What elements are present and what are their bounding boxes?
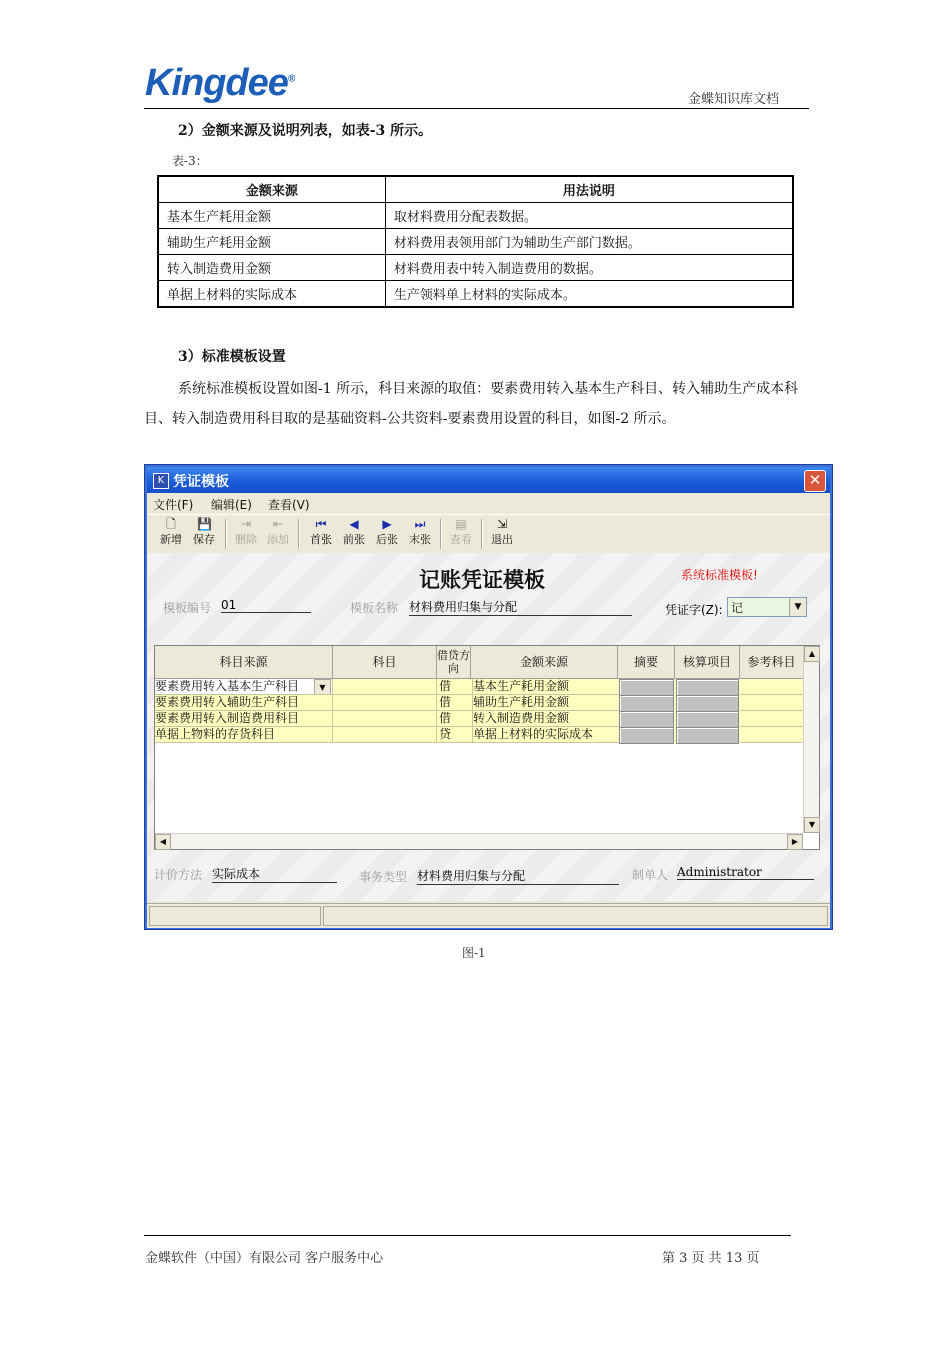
form-title: 记账凭证模板: [419, 568, 545, 592]
grid-cell[interactable]: [619, 727, 674, 744]
toolbar: [147, 514, 830, 554]
view-icon: ▤: [455, 517, 467, 531]
grid-cell[interactable]: 要素费用转入基本生产科目 ▼: [155, 679, 333, 695]
voucher-template-window: [144, 464, 833, 930]
grid-cell[interactable]: 单据上物料的存货科目: [155, 727, 333, 743]
table-cell: 取材料费用分配表数据。: [385, 203, 793, 229]
grid-cell[interactable]: [619, 711, 674, 728]
menu-file[interactable]: 文件(F): [153, 498, 194, 512]
delete-icon: ⇥: [240, 517, 252, 531]
template-name-label: 模板名称: [350, 601, 399, 615]
table-cell: 生产领料单上材料的实际成本。: [385, 281, 793, 308]
grid-cell[interactable]: [619, 679, 674, 696]
table-row: [158, 203, 793, 229]
business-type-label: 事务类型: [359, 870, 408, 884]
cost-method-label: 计价方法: [154, 868, 203, 882]
grid-cell[interactable]: [333, 711, 437, 727]
voucher-word-select[interactable]: 记 ▼: [727, 597, 807, 617]
scroll-right-icon[interactable]: ▶: [787, 834, 803, 850]
table-cell: 转入制造费用金额: [158, 255, 385, 281]
grid-cell[interactable]: [740, 727, 804, 743]
maker-label: 制单人: [632, 868, 669, 882]
footer-company: 金蝶软件（中国）有限公司 客户服务中心: [145, 1251, 384, 1266]
grid-cell[interactable]: 单据上材料的实际成本: [471, 727, 620, 743]
table-header: 用法说明: [385, 176, 793, 203]
grid-cell[interactable]: [676, 695, 739, 712]
table-cell: 单据上材料的实际成本: [158, 281, 385, 308]
grid-cell[interactable]: [676, 711, 739, 728]
statusbar: [147, 903, 830, 928]
table-cell: 材料费用表中转入制造费用的数据。: [385, 255, 793, 281]
template-name-field[interactable]: 材料费用归集与分配: [409, 598, 632, 616]
status-pane: [149, 906, 321, 926]
grid-cell[interactable]: 借: [437, 695, 473, 711]
doc-title: 金蝶知识库文档: [688, 92, 780, 107]
scroll-down-icon[interactable]: ▼: [804, 817, 820, 833]
save-button[interactable]: 💾 保存: [193, 517, 215, 546]
menu-view[interactable]: 查看(V): [268, 498, 310, 512]
window-titlebar[interactable]: [147, 467, 830, 493]
grid-header: 核算项目: [675, 646, 740, 679]
table-row[interactable]: [155, 695, 803, 711]
last-icon: ⏭: [414, 517, 426, 531]
last-button[interactable]: ⏭ 末张: [409, 517, 431, 546]
table-row: [158, 281, 793, 308]
grid-header: 金额来源: [471, 646, 618, 679]
table-row[interactable]: [155, 727, 803, 743]
add-button[interactable]: ⇤ 添加: [267, 517, 289, 546]
section3-title: 3）标准模板设置: [178, 349, 286, 365]
maker-field[interactable]: Administrator: [677, 865, 814, 880]
view-button[interactable]: ▤ 查看: [450, 517, 472, 546]
figure-caption: 图-1: [462, 946, 486, 960]
grid-header: 参考科目: [740, 646, 804, 679]
grid-cell[interactable]: [740, 711, 804, 727]
grid-cell[interactable]: 要素费用转入制造费用科目: [155, 711, 333, 727]
template-no-label: 模板编号: [163, 601, 212, 615]
table-cell: 辅助生产耗用金额: [158, 229, 385, 255]
new-icon: 🗋: [166, 517, 176, 531]
scroll-up-icon[interactable]: ▲: [804, 646, 820, 662]
toolbar-separator: [225, 519, 227, 549]
menubar: [147, 493, 830, 513]
new-button[interactable]: 🗋 新增: [160, 517, 182, 546]
table-cell: 材料费用表领用部门为辅助生产部门数据。: [385, 229, 793, 255]
prev-button[interactable]: ◀ 前张: [343, 517, 365, 546]
section2-title: 2）金额来源及说明列表，如表-3 所示。: [178, 123, 433, 139]
vertical-scrollbar[interactable]: [803, 646, 819, 833]
next-icon: ▶: [382, 517, 392, 531]
grid-header: 摘要: [618, 646, 675, 679]
chevron-down-icon[interactable]: ▼: [789, 598, 806, 616]
toolbar-separator: [298, 519, 300, 549]
delete-button[interactable]: ⇥ 删除: [235, 517, 257, 546]
table-row: [158, 229, 793, 255]
grid-cell[interactable]: 要素费用转入辅助生产科目: [155, 695, 333, 711]
app-icon: K: [153, 473, 169, 489]
grid-cell[interactable]: 借: [437, 679, 473, 695]
window-title: 凭证模板: [173, 474, 229, 490]
grid-cell[interactable]: [676, 679, 739, 696]
voucher-form: [147, 553, 830, 901]
table-header: 金额来源: [158, 176, 385, 203]
table-row[interactable]: [155, 711, 803, 727]
template-no-field[interactable]: 01: [221, 598, 311, 613]
table-caption: 表-3：: [172, 154, 208, 168]
grid-cell[interactable]: 转入制造费用金额: [471, 711, 620, 727]
grid-cell[interactable]: 借: [437, 711, 473, 727]
grid-header: 科目来源: [155, 646, 333, 679]
exit-icon: ⇲: [496, 517, 508, 531]
menu-edit[interactable]: 编辑(E): [211, 498, 252, 512]
save-icon: 💾: [197, 517, 212, 531]
grid-cell[interactable]: [333, 679, 437, 695]
close-button[interactable]: ✕: [804, 470, 826, 492]
next-button[interactable]: ▶ 后张: [376, 517, 398, 546]
table-row[interactable]: [155, 679, 803, 695]
window-client: [147, 493, 830, 927]
grid-cell[interactable]: [333, 727, 437, 743]
toolbar-separator: [481, 519, 483, 549]
grid-cell[interactable]: 辅助生产耗用金额: [471, 695, 620, 711]
footer-divider: [144, 1235, 791, 1236]
grid-cell[interactable]: [619, 695, 674, 712]
toolbar-separator: [440, 519, 442, 549]
standard-template-note: 系统标准模板!: [681, 568, 758, 582]
table-cell: 基本生产耗用金额: [158, 203, 385, 229]
footer-page: 第 3 页 共 13 页: [662, 1251, 760, 1266]
header-divider: [144, 108, 809, 109]
business-type-field[interactable]: 材料费用归集与分配: [417, 867, 619, 885]
kingdee-logo: Kingdee®: [145, 62, 295, 104]
horizontal-scrollbar[interactable]: [155, 833, 803, 849]
grid-cell[interactable]: 基本生产耗用金额: [471, 679, 620, 695]
prev-icon: ◀: [349, 517, 359, 531]
grid-cell[interactable]: 贷: [437, 727, 473, 743]
scroll-left-icon[interactable]: ◀: [155, 834, 171, 850]
amount-source-table: [157, 175, 794, 308]
first-button[interactable]: ⏮ 首张: [310, 517, 332, 546]
grid-cell[interactable]: [333, 695, 437, 711]
grid-cell[interactable]: [676, 727, 739, 744]
section3-paragraph: 系统标准模板设置如图-1 所示，科目来源的取值：要素费用转入基本生产科目、转入辅助生产成本科目、转入制造费用科目取的是基础资料-公共资料-要素费用设置的科目，如图-2 所示。: [144, 381, 799, 427]
exit-button[interactable]: ⇲ 退出: [491, 517, 513, 546]
table-row: [158, 255, 793, 281]
grid-header: 借贷方向: [437, 646, 471, 679]
grid-cell[interactable]: [740, 695, 804, 711]
first-icon: ⏮: [315, 517, 327, 531]
cost-method-field[interactable]: 实际成本: [212, 865, 337, 883]
status-pane: [323, 906, 828, 926]
grid-header: 科目: [333, 646, 437, 679]
grid-cell[interactable]: [740, 679, 804, 695]
add-icon: ⇤: [272, 517, 284, 531]
chevron-down-icon[interactable]: ▼: [314, 679, 331, 695]
entry-grid: [154, 645, 820, 850]
voucher-word-label: 凭证字(Z):: [665, 603, 723, 617]
